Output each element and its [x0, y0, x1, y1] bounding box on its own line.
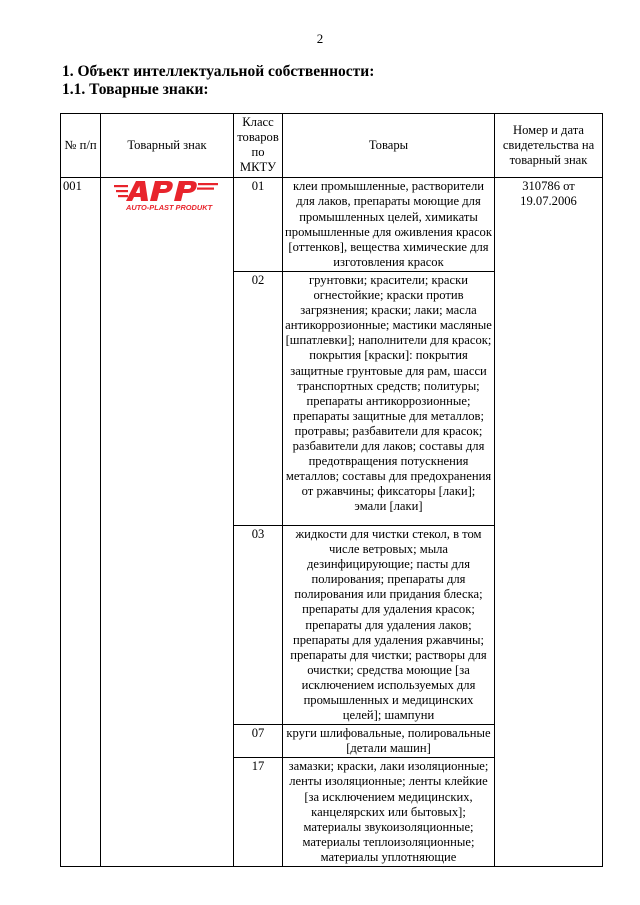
goods-description: клеи промышленные, растворители для лаков, препараты моющие для промышленных целей, химикаты промышленные для оживления красок [оттенков], вещества химические для изготовления красок [283, 178, 495, 272]
header-registration: Номер и дата свидетельства на товарный знак [495, 114, 603, 178]
header-trademark: Товарный знак [101, 114, 234, 178]
section-title: 1. Объект интеллектуальной собственности: [62, 63, 375, 80]
page-number: 2 [316, 31, 324, 46]
registration-cell: 310786 от 19.07.2006 [495, 178, 603, 867]
goods-description: жидкости для чистки стекол, в том числе ветровых; мыла дезинфицирующие; пасты для полирования; препараты для полирования или придания блеска; препараты для удаления красок; препараты для удаления лаков; препараты для удаления ржавчины; препараты для чистки; растворы для очистки; средства моющие [за исключением используемых для промышленных и медицинских целей]; шампуни [283, 525, 495, 724]
trademarks-table [60, 113, 603, 867]
subsection-title: 1.1. Товарные знаки: [62, 81, 209, 98]
class-number: 01 [234, 178, 283, 272]
class-number: 03 [234, 525, 283, 724]
goods-description: замазки; краски, лаки изоляционные; ленты изоляционные; ленты клейкие [за исключением медицинских, канцелярских или бытовых]; материалы звукоизоляционные; материалы теплоизоляционные; материалы уплотняющие [283, 758, 495, 867]
class-number: 02 [234, 271, 283, 525]
app-logo-image [114, 179, 218, 213]
class-number: 07 [234, 725, 283, 758]
header-number: № п/п [61, 114, 101, 178]
table-row [61, 178, 603, 272]
app-logo [103, 179, 231, 213]
header-goods: Товары [283, 114, 495, 178]
trademark-cell [101, 178, 234, 867]
table-header-row [61, 114, 603, 178]
goods-description: грунтовки; красители; краски огнестойкие; краски против загрязнения; краски; лаки; масла антикоррозионные; мастики масляные [шпатлевки]; наполнители для красок; покрытия [краски]: покрытия защитные грунтовые для рам, шасси транспортных средств; политуры; препараты антикоррозионные; препараты защитные для металлов; протравы; разбавители для красок; разбавители для лаков; составы для предотвращения потускнения металлов; составы для предохранения от ржавчины; фиксаторы [лаки]; эмали [лаки] [283, 271, 495, 525]
app-logo-caption: AUTO-PLAST PRODUKT [126, 203, 213, 213]
class-number: 17 [234, 758, 283, 867]
header-class: Класс товаров по МКТУ [234, 114, 283, 178]
entry-number: 001 [61, 178, 101, 867]
goods-description: круги шлифовальные, полировальные [детали машин] [283, 725, 495, 758]
